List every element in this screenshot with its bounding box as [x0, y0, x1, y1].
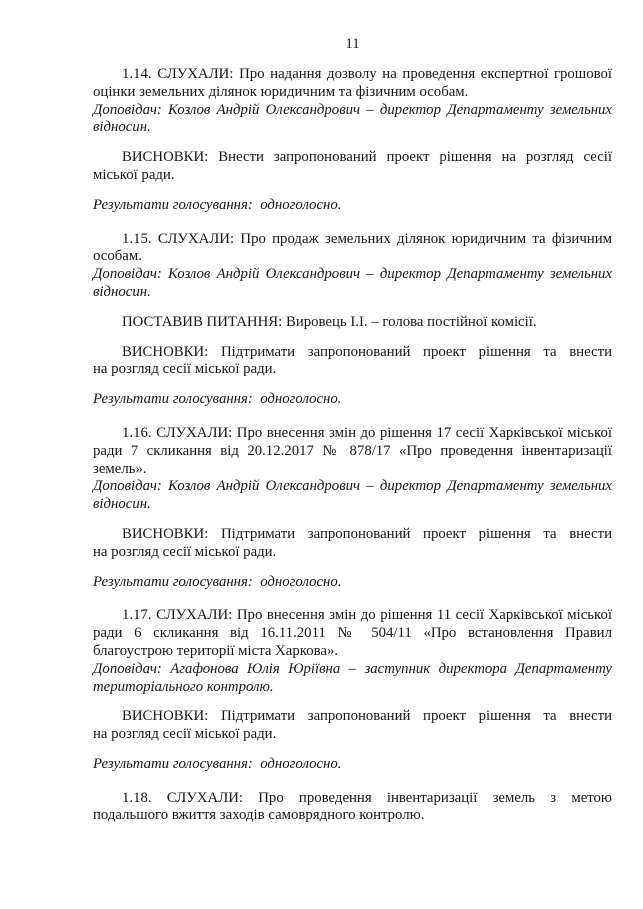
heard-line: ради 7 скликання від 20.12.2017 № 878/17 «Про проведення інвентаризації — [93, 442, 612, 459]
agenda-item-1-15 — [93, 231, 612, 409]
heard-line: 1.15. СЛУХАЛИ: Про продаж земельних ділянок юридичним та фізичним — [122, 230, 612, 247]
heard-paragraph — [93, 607, 612, 660]
speaker-paragraph — [93, 102, 612, 138]
speaker-line: Доповідач: Козлов Андрій Олександрович – директор Департаменту земельних — [93, 478, 612, 495]
conclusions-paragraph — [93, 526, 612, 562]
speaker-line: Доповідач: Козлов Андрій Олександрович – директор Департаменту земельних — [93, 101, 612, 118]
speaker-line: Доповідач: Козлов Андрій Олександрович – директор Департаменту земельних — [93, 266, 612, 283]
conclusions-paragraph — [93, 149, 612, 185]
conclusions-line: ВИСНОВКИ: Внести запропонований проект рішення на розгляд сесії — [122, 149, 612, 166]
conclusions-line: на розгляд сесії міської ради. — [93, 726, 277, 743]
heard-line: оцінки земельних ділянок юридичним та фізичним особам. — [93, 83, 469, 100]
agenda-item-1-17 — [93, 607, 612, 773]
heard-line: 1.14. СЛУХАЛИ: Про надання дозволу на проведення експертної грошової — [122, 65, 612, 82]
conclusions-line: на розгляд сесії міської ради. — [93, 543, 277, 560]
vote-result: Результати голосування: одноголосно. — [93, 196, 342, 213]
vote-result: Результати голосування: одноголосно. — [93, 391, 342, 408]
speaker-paragraph — [93, 661, 612, 697]
page-number: 11 — [345, 36, 360, 52]
raised-question: ПОСТАВИВ ПИТАННЯ: Вировець І.І. – голова постійної комісії. — [122, 313, 537, 330]
speaker-line: відносин. — [93, 283, 151, 300]
conclusions-line: ВИСНОВКИ: Підтримати запропонований проект рішення та внести — [122, 708, 612, 725]
speaker-line: відносин. — [93, 119, 151, 136]
heard-paragraph — [93, 66, 612, 102]
conclusions-line: міської ради. — [93, 166, 175, 183]
conclusions-paragraph — [93, 344, 612, 380]
heard-line: 1.17. СЛУХАЛИ: Про внесення змін до рішення 11 сесії Харківської міської — [122, 607, 612, 624]
heard-line: 1.16. СЛУХАЛИ: Про внесення змін до рішення 17 сесії Харківської міської — [122, 424, 612, 441]
heard-line: подальшого вжиття заходів самоврядного контролю. — [93, 807, 425, 824]
heard-paragraph — [93, 425, 612, 478]
vote-result: Результати голосування: одноголосно. — [93, 755, 342, 772]
heard-line: благоустрою території міста Харкова». — [93, 642, 339, 659]
speaker-paragraph — [93, 478, 612, 514]
document-page — [93, 36, 612, 825]
conclusions-line: ВИСНОВКИ: Підтримати запропонований проект рішення та внести — [122, 343, 612, 360]
speaker-paragraph — [93, 266, 612, 302]
conclusions-paragraph — [93, 708, 612, 744]
speaker-line: відносин. — [93, 496, 151, 513]
agenda-item-1-18 — [93, 790, 612, 826]
heard-line: земель». — [93, 460, 147, 477]
vote-result: Результати голосування: одноголосно. — [93, 573, 342, 590]
heard-line: ради 6 скликання від 16.11.2011 № 504/11 «Про встановлення Правил — [93, 625, 612, 642]
heard-paragraph — [93, 790, 612, 826]
conclusions-line: на розгляд сесії міської ради. — [93, 361, 277, 378]
speaker-line: територіального контролю. — [93, 678, 274, 695]
conclusions-line: ВИСНОВКИ: Підтримати запропонований проект рішення та внести — [122, 525, 612, 542]
speaker-line: Доповідач: Агафонова Юлія Юріївна – заступник директора Департаменту — [93, 660, 612, 677]
heard-line: 1.18. СЛУХАЛИ: Про проведення інвентаризації земель з метою — [122, 789, 612, 806]
heard-line: особам. — [93, 248, 142, 265]
heard-paragraph — [93, 231, 612, 267]
agenda-item-1-16 — [93, 425, 612, 591]
agenda-item-1-14 — [93, 66, 612, 215]
